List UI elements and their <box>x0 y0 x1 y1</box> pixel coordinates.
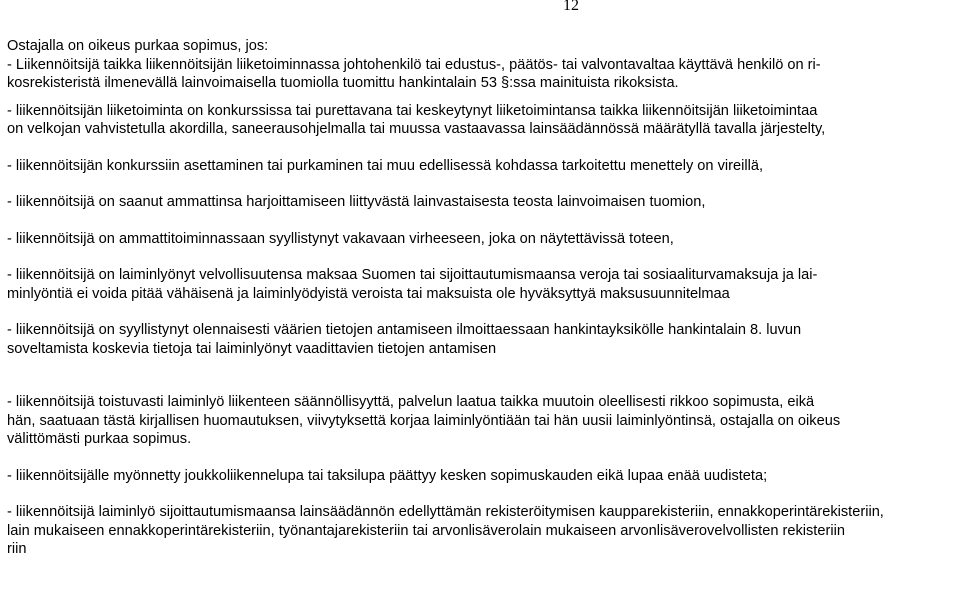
clause-line: - liikennöitsijälle myönnetty joukkoliikennelupa tai taksilupa päättyy kesken sopimuskauden eikä lupaa enää uudisteta; <box>7 467 768 484</box>
clause-line: minlyöntiä ei voida pitää vähäisenä ja laiminlyödyistä veroista tai maksuista ole hyväksyttyä maksusuunnitelmaa <box>7 285 730 302</box>
clause-line: - liikennöitsijän liiketoiminta on konkurssissa tai purettavana tai keskeytynyt liiketoimintansa taikka liikennöitsijän liiketoimintaa <box>7 102 818 119</box>
clause-line: - liikennöitsijä laiminlyö sijoittautumismaansa lainsäädännön edellyttämän rekisteröitymisen kaupparekisteriin, ennakkoperintärekisteriin, <box>7 504 884 520</box>
clause-line: - Liikennöitsijä taikka liikennöitsijän liiketoiminnassa johtohenkilö tai edustus-, päätös- tai valvontavaltaa käyttävä henkilö on ri- <box>7 56 821 73</box>
clause-line: riin <box>7 541 27 557</box>
clause-7 <box>7 321 957 358</box>
clause-5 <box>7 230 957 249</box>
clause-line: - liikennöitsijä on syyllistynyt olennaisesti väärien tietojen antamiseen ilmoittaessaan hankintayksikölle hankintalain 8. luvun <box>7 322 802 338</box>
clause-line: soveltamista koskevia tietoja tai laiminlyönyt vaadittavien tietojen antamisen <box>7 340 497 357</box>
clause-line: - liikennöitsijä on laiminlyönyt velvollisuutensa maksaa Suomen tai sijoittautumismaansa veroja tai sosiaaliturvamaksuja ja lai- <box>7 267 818 283</box>
heading: Ostajalla on oikeus purkaa sopimus, jos: <box>7 38 269 54</box>
clause-2 <box>7 102 957 139</box>
clause-1 <box>7 56 957 93</box>
clause-line: - liikennöitsijä toistuvasti laiminlyö liikenteen säännöllisyyttä, palvelun laatua taikka muutoin oleellisesti rikkoo sopimusta, eikä <box>7 394 815 410</box>
clause-line: - liikennöitsijä on ammattitoiminnassaan syyllistynyt vakavaan virheeseen, joka on näytettävissä toteen, <box>7 230 674 247</box>
clause-line: - liikennöitsijän konkurssiin asettaminen tai purkaminen tai muu edellisessä kohdassa tarkoitettu menettely on vireillä, <box>7 157 764 174</box>
clause-3 <box>7 157 957 176</box>
clause-line: lain mukaiseen ennakkoperintärekisteriin, työnantajarekisteriin tai arvonlisäverolain mukaiseen arvonlisäverovelvollisten rekisteriin <box>7 522 845 539</box>
document-body <box>7 37 957 559</box>
clause-line: on velkojan vahvistetulla akordilla, saneerausohjelmalla tai muussa vastaavassa lainsäädännössä määrätyllä tavalla järjestelty, <box>7 121 826 137</box>
clause-8 <box>7 393 957 449</box>
clause-9 <box>7 467 957 486</box>
clause-4 <box>7 193 957 212</box>
clause-line: kosrekisteristä ilmenevällä lainvoimaisella tuomiolla tuomittu hankintalain 53 §:ssa mainituista rikoksista. <box>7 75 679 91</box>
clause-line: hän, saatuaan tästä kirjallisen huomautuksen, viivytyksettä korjaa laiminlyöntiään tai hän uusii laiminlyöntinsä, ostajalla on oikeus <box>7 412 841 429</box>
clause-10 <box>7 503 957 559</box>
clause-line: - liikennöitsijä on saanut ammattinsa harjoittamiseen liittyvästä lainvastaisesta teosta lainvoimaisen tuomion, <box>7 194 706 210</box>
clause-line: välittömästi purkaa sopimus. <box>7 431 192 447</box>
page-number: 12 <box>563 0 579 14</box>
clause-6 <box>7 266 957 303</box>
